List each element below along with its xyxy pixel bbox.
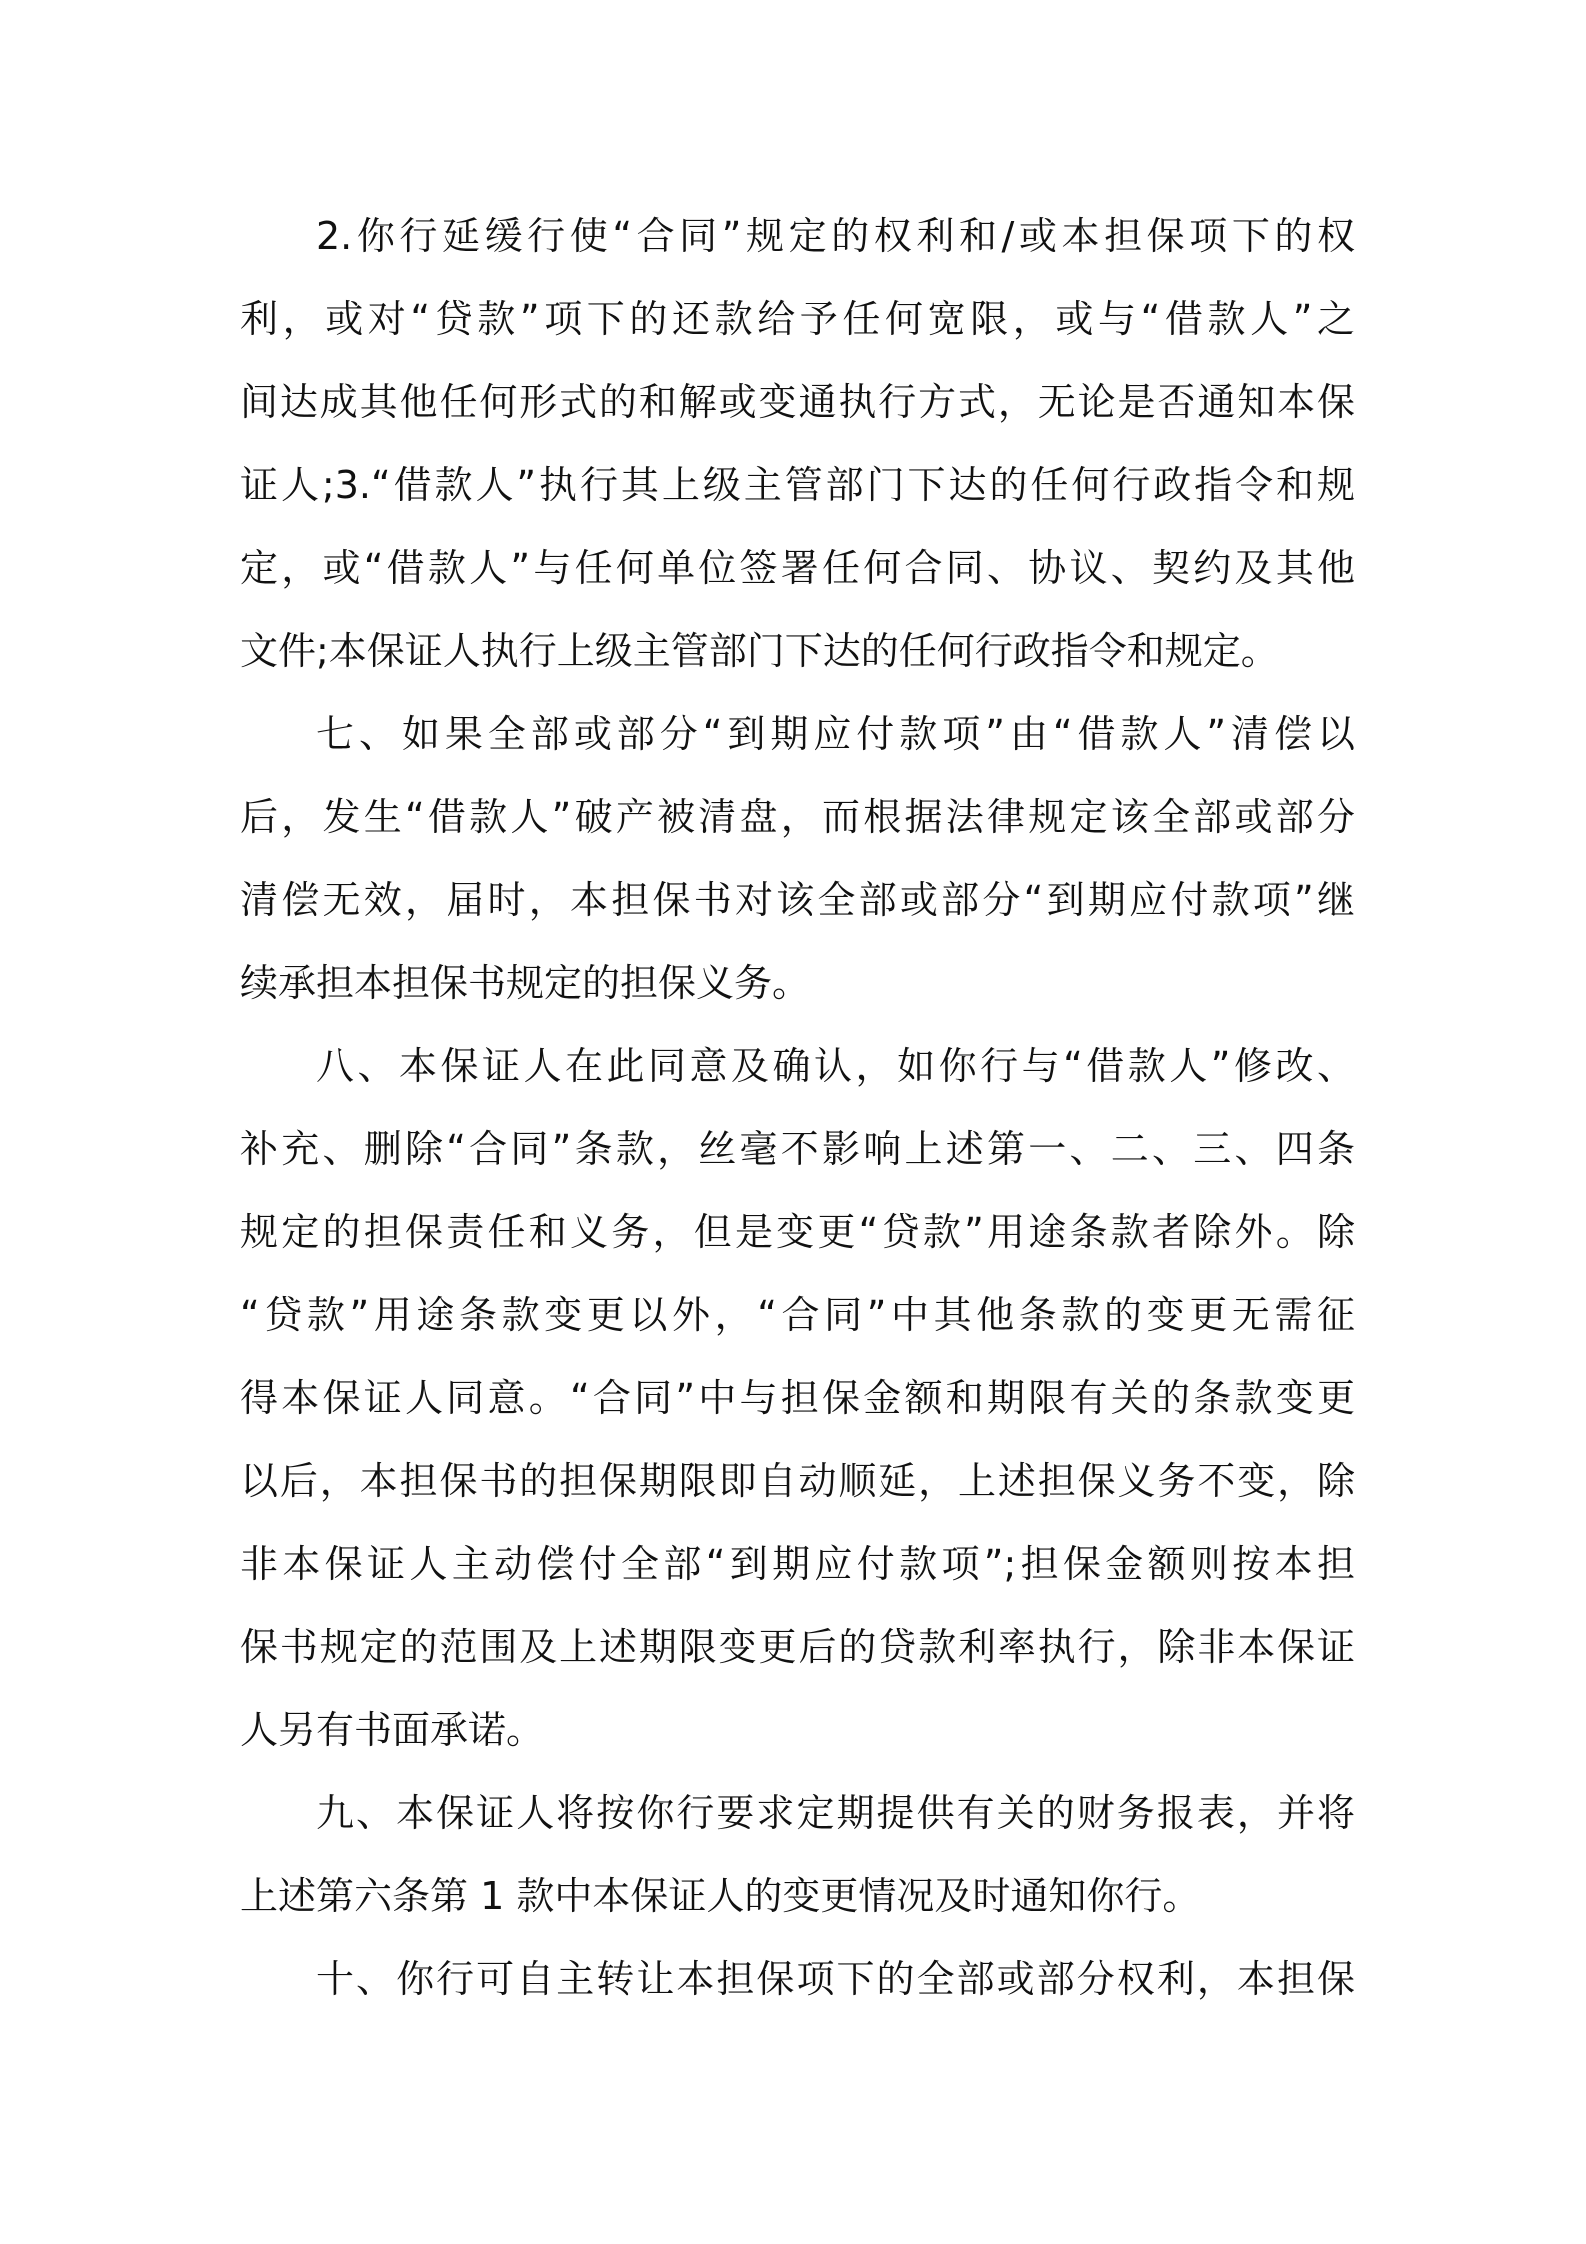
text-line: 以后，本担保书的担保期限即自动顺延，上述担保义务不变，除 [240, 1459, 1355, 1503]
text-line: 八、本保证人在此同意及确认，如你行与“借款人”修改、 [316, 1044, 1355, 1088]
text-line: 续承担本担保书规定的担保义务。 [240, 961, 811, 1005]
text-line: “贷款”用途条款变更以外，“合同”中其他条款的变更无需征 [240, 1293, 1355, 1337]
text-line: 七、如果全部或部分“到期应付款项”由“借款人”清偿以 [316, 712, 1355, 756]
text-line: 清偿无效，届时，本担保书对该全部或部分“到期应付款项”继 [240, 878, 1355, 922]
text-line: 规定的担保责任和义务，但是变更“贷款”用途条款者除外。除 [240, 1210, 1355, 1254]
text-line: 人另有书面承诺。 [240, 1708, 545, 1752]
text-line: 非本保证人主动偿付全部“到期应付款项”;担保金额则按本担 [240, 1542, 1355, 1586]
text-line: 证人;3.“借款人”执行其上级主管部门下达的任何行政指令和规 [240, 463, 1355, 507]
text-line: 补充、删除“合同”条款，丝毫不影响上述第一、二、三、四条 [240, 1127, 1355, 1171]
text-line: 九、本保证人将按你行要求定期提供有关的财务报表，并将 [316, 1791, 1355, 1835]
text-line: 十、你行可自主转让本担保项下的全部或部分权利，本担保 [316, 1957, 1355, 2001]
text-line: 后，发生“借款人”破产被清盘，而根据法律规定该全部或部分 [240, 795, 1355, 839]
text-line: 得本保证人同意。“合同”中与担保金额和期限有关的条款变更 [240, 1376, 1355, 1420]
document-body [240, 195, 1355, 2021]
text-line: 利，或对“贷款”项下的还款给予任何宽限，或与“借款人”之 [240, 297, 1355, 341]
text-line: 保书规定的范围及上述期限变更后的贷款利率执行，除非本保证 [240, 1625, 1355, 1669]
paragraph-clause-6-items [240, 195, 1355, 693]
paragraph-clause-7 [240, 693, 1355, 1025]
text-line: 文件;本保证人执行上级主管部门下达的任何行政指令和规定。 [240, 629, 1279, 673]
text-line: 上述第六条第 1 款中本保证人的变更情况及时通知你行。 [240, 1874, 1201, 1918]
text-line: 2.你行延缓行使“合同”规定的权利和/或本担保项下的权 [316, 214, 1355, 258]
paragraph-clause-9 [240, 1772, 1355, 1938]
text-line: 定，或“借款人”与任何单位签署任何合同、协议、契约及其他 [240, 546, 1355, 590]
paragraph-clause-10 [240, 1938, 1355, 2021]
text-line: 间达成其他任何形式的和解或变通执行方式，无论是否通知本保 [240, 380, 1355, 424]
paragraph-clause-8 [240, 1025, 1355, 1772]
